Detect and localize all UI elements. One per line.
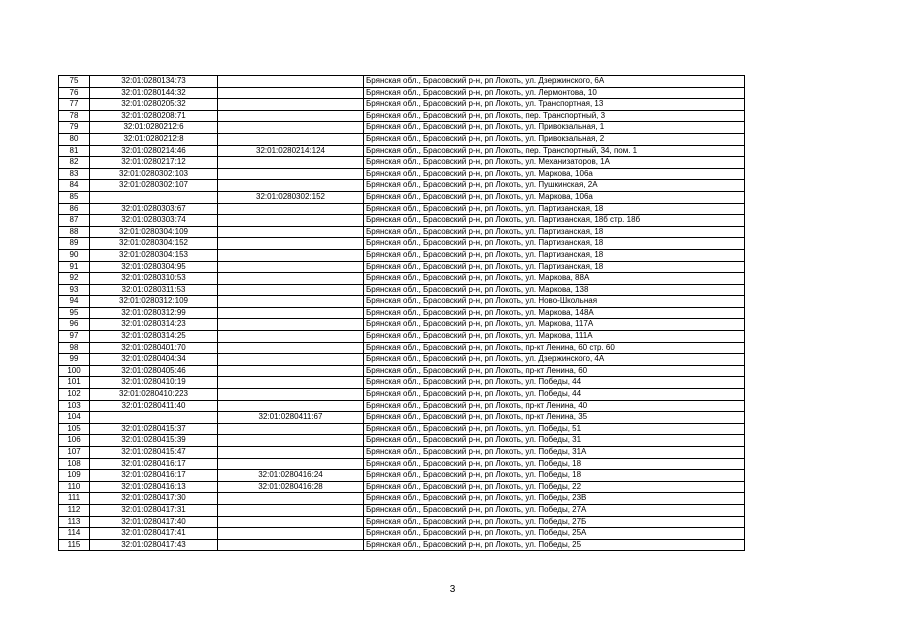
table-row bbox=[59, 215, 745, 227]
building-cadastral-number-cell bbox=[218, 238, 364, 250]
address-cell: Брянская обл., Брасовский р-н, рп Локоть, пер. Транспортный, 3 bbox=[364, 110, 745, 122]
land-cadastral-number-cell bbox=[90, 191, 218, 203]
building-cadastral-number-cell: 32:01:0280416:24 bbox=[218, 470, 364, 482]
row-number-cell: 85 bbox=[59, 191, 90, 203]
address-cell: Брянская обл., Брасовский р-н, рп Локоть, ул. Механизаторов, 1А bbox=[364, 157, 745, 169]
address-cell: Брянская обл., Брасовский р-н, рп Локоть, ул. Маркова, 111А bbox=[364, 331, 745, 343]
building-cadastral-number-cell: 32:01:0280302:152 bbox=[218, 191, 364, 203]
table-body bbox=[59, 76, 745, 551]
table-row bbox=[59, 249, 745, 261]
table-row bbox=[59, 122, 745, 134]
table-row bbox=[59, 365, 745, 377]
land-cadastral-number-cell: 32:01:0280304:152 bbox=[90, 238, 218, 250]
row-number-cell: 93 bbox=[59, 284, 90, 296]
table-row bbox=[59, 493, 745, 505]
land-cadastral-number-cell: 32:01:0280304:109 bbox=[90, 226, 218, 238]
row-number-cell: 77 bbox=[59, 99, 90, 111]
row-number-cell: 110 bbox=[59, 481, 90, 493]
table-row bbox=[59, 319, 745, 331]
building-cadastral-number-cell: 32:01:0280411:67 bbox=[218, 412, 364, 424]
building-cadastral-number-cell bbox=[218, 261, 364, 273]
land-cadastral-number-cell: 32:01:0280404:34 bbox=[90, 354, 218, 366]
building-cadastral-number-cell: 32:01:0280416:28 bbox=[218, 481, 364, 493]
land-cadastral-number-cell: 32:01:0280312:99 bbox=[90, 307, 218, 319]
address-cell: Брянская обл., Брасовский р-н, рп Локоть, ул. Победы, 25 bbox=[364, 539, 745, 551]
building-cadastral-number-cell bbox=[218, 354, 364, 366]
row-number-cell: 113 bbox=[59, 516, 90, 528]
address-cell: Брянская обл., Брасовский р-н, рп Локоть, ул. Победы, 44 bbox=[364, 377, 745, 389]
row-number-cell: 89 bbox=[59, 238, 90, 250]
row-number-cell: 98 bbox=[59, 342, 90, 354]
address-cell: Брянская обл., Брасовский р-н, рп Локоть, ул. Привокзальная, 2 bbox=[364, 133, 745, 145]
table-row bbox=[59, 110, 745, 122]
table-row bbox=[59, 504, 745, 516]
building-cadastral-number-cell bbox=[218, 249, 364, 261]
table-row bbox=[59, 389, 745, 401]
building-cadastral-number-cell bbox=[218, 87, 364, 99]
land-cadastral-number-cell: 32:01:0280411:40 bbox=[90, 400, 218, 412]
address-cell: Брянская обл., Брасовский р-н, рп Локоть, ул. Победы, 51 bbox=[364, 423, 745, 435]
land-cadastral-number-cell: 32:01:0280417:30 bbox=[90, 493, 218, 505]
building-cadastral-number-cell bbox=[218, 493, 364, 505]
address-cell: Брянская обл., Брасовский р-н, рп Локоть, ул. Маркова, 88А bbox=[364, 273, 745, 285]
land-cadastral-number-cell: 32:01:0280310:53 bbox=[90, 273, 218, 285]
address-cell: Брянская обл., Брасовский р-н, рп Локоть, ул. Дзержинского, 6А bbox=[364, 76, 745, 88]
address-cell: Брянская обл., Брасовский р-н, рп Локоть, ул. Победы, 18 bbox=[364, 458, 745, 470]
address-cell: Брянская обл., Брасовский р-н, рп Локоть, ул. Партизанская, 18 bbox=[364, 238, 745, 250]
row-number-cell: 81 bbox=[59, 145, 90, 157]
address-cell: Брянская обл., Брасовский р-н, рп Локоть, ул. Победы, 31А bbox=[364, 447, 745, 459]
table-row bbox=[59, 284, 745, 296]
land-cadastral-number-cell: 32:01:0280401:70 bbox=[90, 342, 218, 354]
building-cadastral-number-cell bbox=[218, 331, 364, 343]
row-number-cell: 75 bbox=[59, 76, 90, 88]
table-row bbox=[59, 261, 745, 273]
building-cadastral-number-cell bbox=[218, 504, 364, 516]
land-cadastral-number-cell: 32:01:0280417:43 bbox=[90, 539, 218, 551]
building-cadastral-number-cell bbox=[218, 377, 364, 389]
address-cell: Брянская обл., Брасовский р-н, рп Локоть, ул. Победы, 27А bbox=[364, 504, 745, 516]
row-number-cell: 99 bbox=[59, 354, 90, 366]
address-cell: Брянская обл., Брасовский р-н, рп Локоть, ул. Лермонтова, 10 bbox=[364, 87, 745, 99]
land-cadastral-number-cell: 32:01:0280312:109 bbox=[90, 296, 218, 308]
building-cadastral-number-cell bbox=[218, 447, 364, 459]
land-cadastral-number-cell: 32:01:0280405:46 bbox=[90, 365, 218, 377]
page-number: 3 bbox=[449, 584, 456, 595]
row-number-cell: 107 bbox=[59, 447, 90, 459]
table-row bbox=[59, 133, 745, 145]
building-cadastral-number-cell bbox=[218, 389, 364, 401]
table-row bbox=[59, 145, 745, 157]
building-cadastral-number-cell bbox=[218, 365, 364, 377]
table-row bbox=[59, 423, 745, 435]
table-row bbox=[59, 435, 745, 447]
building-cadastral-number-cell bbox=[218, 203, 364, 215]
land-cadastral-number-cell: 32:01:0280417:40 bbox=[90, 516, 218, 528]
row-number-cell: 94 bbox=[59, 296, 90, 308]
address-cell: Брянская обл., Брасовский р-н, рп Локоть, ул. Партизанская, 18 bbox=[364, 203, 745, 215]
table-row bbox=[59, 307, 745, 319]
address-cell: Брянская обл., Брасовский р-н, рп Локоть, ул. Победы, 22 bbox=[364, 481, 745, 493]
land-cadastral-number-cell: 32:01:0280314:25 bbox=[90, 331, 218, 343]
land-cadastral-number-cell: 32:01:0280311:53 bbox=[90, 284, 218, 296]
land-cadastral-number-cell: 32:01:0280217:12 bbox=[90, 157, 218, 169]
row-number-cell: 111 bbox=[59, 493, 90, 505]
address-cell: Брянская обл., Брасовский р-н, рп Локоть, ул. Победы, 31 bbox=[364, 435, 745, 447]
address-cell: Брянская обл., Брасовский р-н, рп Локоть, пр-кт Ленина, 40 bbox=[364, 400, 745, 412]
row-number-cell: 88 bbox=[59, 226, 90, 238]
address-cell: Брянская обл., Брасовский р-н, рп Локоть, ул. Маркова, 106а bbox=[364, 168, 745, 180]
table-row bbox=[59, 76, 745, 88]
land-cadastral-number-cell bbox=[90, 412, 218, 424]
building-cadastral-number-cell bbox=[218, 215, 364, 227]
row-number-cell: 95 bbox=[59, 307, 90, 319]
land-cadastral-number-cell: 32:01:0280303:67 bbox=[90, 203, 218, 215]
address-cell: Брянская обл., Брасовский р-н, рп Локоть, ул. Привокзальная, 1 bbox=[364, 122, 745, 134]
building-cadastral-number-cell bbox=[218, 423, 364, 435]
building-cadastral-number-cell bbox=[218, 319, 364, 331]
table-row bbox=[59, 528, 745, 540]
land-cadastral-number-cell: 32:01:0280212:8 bbox=[90, 133, 218, 145]
table-row bbox=[59, 180, 745, 192]
row-number-cell: 76 bbox=[59, 87, 90, 99]
address-cell: Брянская обл., Брасовский р-н, рп Локоть, ул. Ново-Школьная bbox=[364, 296, 745, 308]
row-number-cell: 112 bbox=[59, 504, 90, 516]
building-cadastral-number-cell bbox=[218, 122, 364, 134]
land-cadastral-number-cell: 32:01:0280417:31 bbox=[90, 504, 218, 516]
table-row bbox=[59, 481, 745, 493]
address-cell: Брянская обл., Брасовский р-н, рп Локоть, ул. Победы, 44 bbox=[364, 389, 745, 401]
building-cadastral-number-cell bbox=[218, 516, 364, 528]
address-cell: Брянская обл., Брасовский р-н, рп Локоть, ул. Дзержинского, 4А bbox=[364, 354, 745, 366]
table-row bbox=[59, 470, 745, 482]
address-cell: Брянская обл., Брасовский р-н, рп Локоть, ул. Партизанская, 18 bbox=[364, 261, 745, 273]
row-number-cell: 84 bbox=[59, 180, 90, 192]
table-row bbox=[59, 157, 745, 169]
land-cadastral-number-cell: 32:01:0280304:95 bbox=[90, 261, 218, 273]
row-number-cell: 114 bbox=[59, 528, 90, 540]
table-row bbox=[59, 458, 745, 470]
table-row bbox=[59, 168, 745, 180]
land-cadastral-number-cell: 32:01:0280303:74 bbox=[90, 215, 218, 227]
table-row bbox=[59, 447, 745, 459]
address-cell: Брянская обл., Брасовский р-н, рп Локоть, ул. Победы, 25А bbox=[364, 528, 745, 540]
address-cell: Брянская обл., Брасовский р-н, рп Локоть, ул. Победы, 23В bbox=[364, 493, 745, 505]
table-row bbox=[59, 516, 745, 528]
address-cell: Брянская обл., Брасовский р-н, рп Локоть, ул. Партизанская, 18б стр. 18б bbox=[364, 215, 745, 227]
property-register-table bbox=[58, 75, 745, 551]
land-cadastral-number-cell: 32:01:0280417:41 bbox=[90, 528, 218, 540]
land-cadastral-number-cell: 32:01:0280410:19 bbox=[90, 377, 218, 389]
building-cadastral-number-cell bbox=[218, 76, 364, 88]
address-cell: Брянская обл., Брасовский р-н, рп Локоть, ул. Пушкинская, 2А bbox=[364, 180, 745, 192]
land-cadastral-number-cell: 32:01:0280144:32 bbox=[90, 87, 218, 99]
row-number-cell: 100 bbox=[59, 365, 90, 377]
row-number-cell: 106 bbox=[59, 435, 90, 447]
row-number-cell: 78 bbox=[59, 110, 90, 122]
building-cadastral-number-cell bbox=[218, 342, 364, 354]
row-number-cell: 104 bbox=[59, 412, 90, 424]
address-cell: Брянская обл., Брасовский р-н, рп Локоть, ул. Маркова, 106а bbox=[364, 191, 745, 203]
table-row bbox=[59, 539, 745, 551]
land-cadastral-number-cell: 32:01:0280302:107 bbox=[90, 180, 218, 192]
table-row bbox=[59, 412, 745, 424]
building-cadastral-number-cell bbox=[218, 180, 364, 192]
address-cell: Брянская обл., Брасовский р-н, рп Локоть, пр-кт Ленина, 35 bbox=[364, 412, 745, 424]
table-row bbox=[59, 331, 745, 343]
address-cell: Брянская обл., Брасовский р-н, рп Локоть, ул. Маркова, 148А bbox=[364, 307, 745, 319]
land-cadastral-number-cell: 32:01:0280410:223 bbox=[90, 389, 218, 401]
table-row bbox=[59, 203, 745, 215]
table-row bbox=[59, 400, 745, 412]
table-row bbox=[59, 191, 745, 203]
land-cadastral-number-cell: 32:01:0280416:17 bbox=[90, 458, 218, 470]
row-number-cell: 96 bbox=[59, 319, 90, 331]
row-number-cell: 91 bbox=[59, 261, 90, 273]
row-number-cell: 87 bbox=[59, 215, 90, 227]
table-row bbox=[59, 296, 745, 308]
table-row bbox=[59, 342, 745, 354]
row-number-cell: 103 bbox=[59, 400, 90, 412]
building-cadastral-number-cell bbox=[218, 226, 364, 238]
land-cadastral-number-cell: 32:01:0280134:73 bbox=[90, 76, 218, 88]
land-cadastral-number-cell: 32:01:0280415:47 bbox=[90, 447, 218, 459]
row-number-cell: 79 bbox=[59, 122, 90, 134]
row-number-cell: 108 bbox=[59, 458, 90, 470]
row-number-cell: 83 bbox=[59, 168, 90, 180]
address-cell: Брянская обл., Брасовский р-н, рп Локоть, ул. Партизанская, 18 bbox=[364, 249, 745, 261]
address-cell: Брянская обл., Брасовский р-н, рп Локоть, ул. Партизанская, 18 bbox=[364, 226, 745, 238]
land-cadastral-number-cell: 32:01:0280304:153 bbox=[90, 249, 218, 261]
row-number-cell: 109 bbox=[59, 470, 90, 482]
building-cadastral-number-cell bbox=[218, 110, 364, 122]
row-number-cell: 115 bbox=[59, 539, 90, 551]
row-number-cell: 101 bbox=[59, 377, 90, 389]
table-row bbox=[59, 99, 745, 111]
address-cell: Брянская обл., Брасовский р-н, рп Локоть, ул. Транспортная, 13 bbox=[364, 99, 745, 111]
row-number-cell: 90 bbox=[59, 249, 90, 261]
building-cadastral-number-cell bbox=[218, 296, 364, 308]
land-cadastral-number-cell: 32:01:0280416:13 bbox=[90, 481, 218, 493]
building-cadastral-number-cell bbox=[218, 539, 364, 551]
land-cadastral-number-cell: 32:01:0280415:39 bbox=[90, 435, 218, 447]
address-cell: Брянская обл., Брасовский р-н, рп Локоть, пр-кт Ленина, 60 bbox=[364, 365, 745, 377]
table-row bbox=[59, 226, 745, 238]
table-row bbox=[59, 377, 745, 389]
building-cadastral-number-cell bbox=[218, 157, 364, 169]
address-cell: Брянская обл., Брасовский р-н, рп Локоть, пр-кт Ленина, 60 стр. 60 bbox=[364, 342, 745, 354]
building-cadastral-number-cell bbox=[218, 528, 364, 540]
land-cadastral-number-cell: 32:01:0280212:6 bbox=[90, 122, 218, 134]
address-cell: Брянская обл., Брасовский р-н, рп Локоть, пер. Транспортный, 34, пом. 1 bbox=[364, 145, 745, 157]
building-cadastral-number-cell bbox=[218, 458, 364, 470]
building-cadastral-number-cell bbox=[218, 168, 364, 180]
row-number-cell: 92 bbox=[59, 273, 90, 285]
land-cadastral-number-cell: 32:01:0280415:37 bbox=[90, 423, 218, 435]
land-cadastral-number-cell: 32:01:0280214:46 bbox=[90, 145, 218, 157]
row-number-cell: 86 bbox=[59, 203, 90, 215]
building-cadastral-number-cell bbox=[218, 307, 364, 319]
land-cadastral-number-cell: 32:01:0280416:17 bbox=[90, 470, 218, 482]
address-cell: Брянская обл., Брасовский р-н, рп Локоть, ул. Маркова, 117А bbox=[364, 319, 745, 331]
building-cadastral-number-cell bbox=[218, 133, 364, 145]
table-row bbox=[59, 87, 745, 99]
row-number-cell: 80 bbox=[59, 133, 90, 145]
building-cadastral-number-cell bbox=[218, 273, 364, 285]
land-cadastral-number-cell: 32:01:0280314:23 bbox=[90, 319, 218, 331]
land-cadastral-number-cell: 32:01:0280302:103 bbox=[90, 168, 218, 180]
row-number-cell: 82 bbox=[59, 157, 90, 169]
building-cadastral-number-cell: 32:01:0280214:124 bbox=[218, 145, 364, 157]
row-number-cell: 97 bbox=[59, 331, 90, 343]
row-number-cell: 105 bbox=[59, 423, 90, 435]
table-row bbox=[59, 238, 745, 250]
address-cell: Брянская обл., Брасовский р-н, рп Локоть, ул. Победы, 18 bbox=[364, 470, 745, 482]
table-row bbox=[59, 273, 745, 285]
building-cadastral-number-cell bbox=[218, 99, 364, 111]
building-cadastral-number-cell bbox=[218, 400, 364, 412]
row-number-cell: 102 bbox=[59, 389, 90, 401]
building-cadastral-number-cell bbox=[218, 284, 364, 296]
table-row bbox=[59, 354, 745, 366]
address-cell: Брянская обл., Брасовский р-н, рп Локоть, ул. Победы, 27Б bbox=[364, 516, 745, 528]
land-cadastral-number-cell: 32:01:0280208:71 bbox=[90, 110, 218, 122]
building-cadastral-number-cell bbox=[218, 435, 364, 447]
land-cadastral-number-cell: 32:01:0280205:32 bbox=[90, 99, 218, 111]
address-cell: Брянская обл., Брасовский р-н, рп Локоть, ул. Маркова, 138 bbox=[364, 284, 745, 296]
